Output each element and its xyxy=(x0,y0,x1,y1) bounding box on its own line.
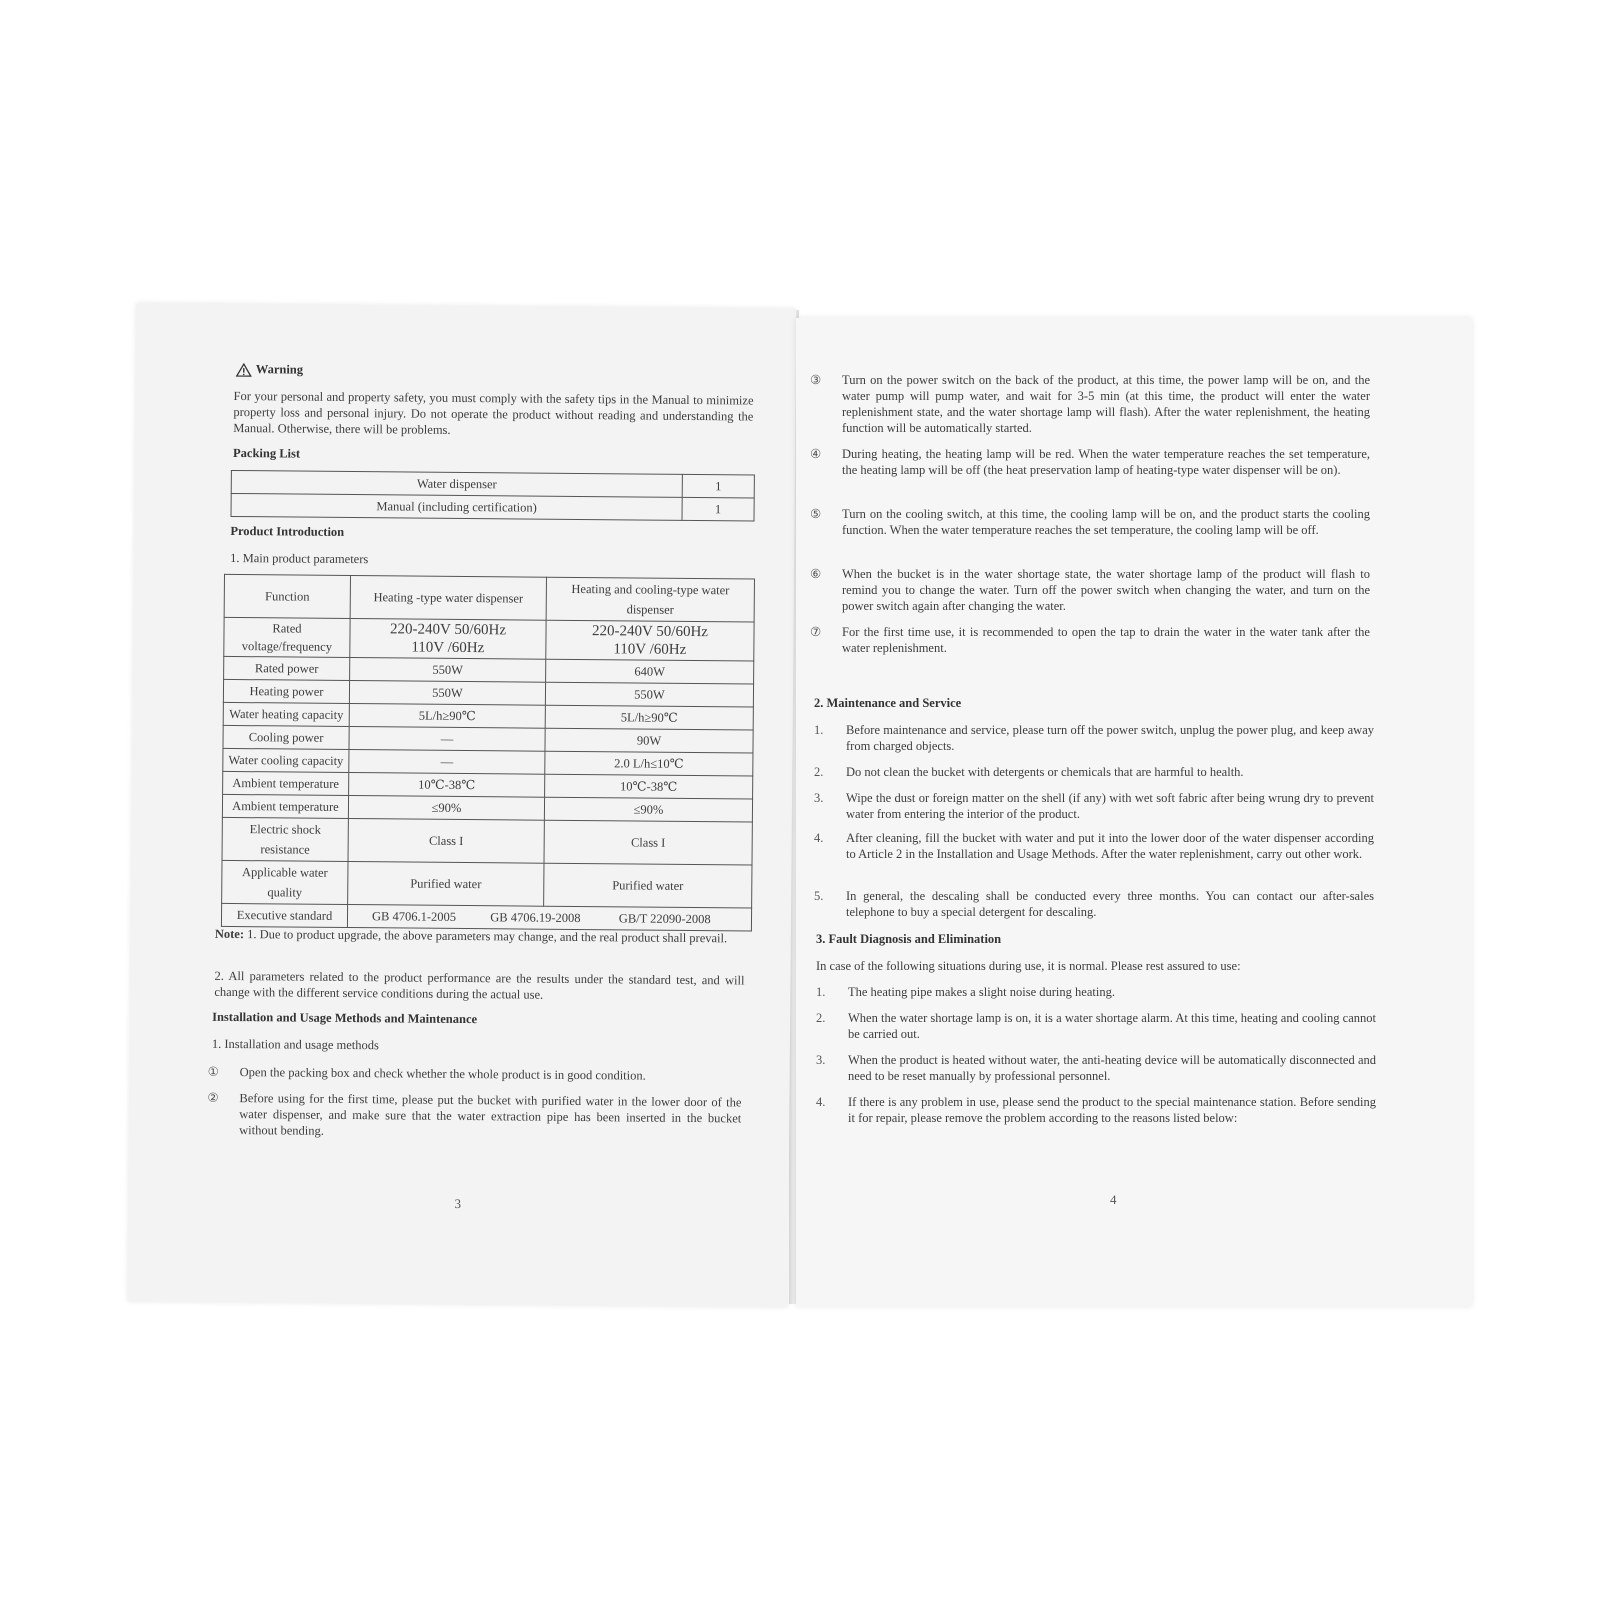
main-params-title: 1. Main product parameters xyxy=(230,550,369,567)
usage-step xyxy=(810,566,1370,614)
packing-item: Water dispenser xyxy=(231,470,682,497)
exec-standard-2: GB 4706.19-2008 xyxy=(490,910,581,926)
params-function: Water cooling capacity xyxy=(223,748,349,772)
item-text: Wipe the dust or foreign matter on the shell (if any) with wet soft fabric after being wrung dry to prevent water from entering the interior of the product. xyxy=(846,791,1374,821)
step-number: ① xyxy=(207,1064,219,1079)
params-header-row xyxy=(224,574,754,622)
params-cooling-value: 640W xyxy=(546,659,754,684)
params-heating-value: 10℃-38℃ xyxy=(349,773,545,798)
item-number: 1. xyxy=(814,723,824,737)
note-2: 2. All parameters related to the product performance are the results under the standard test, and will change with the different service conditions during the actual use. xyxy=(214,968,745,1002)
install-title: Installation and Usage Methods and Maintenance xyxy=(212,1009,478,1027)
warning-title: Warning xyxy=(255,362,304,377)
fault-item xyxy=(816,1052,1376,1084)
maintenance-item xyxy=(814,790,1374,822)
item-number: 2. xyxy=(816,1011,826,1025)
step-number: ⑦ xyxy=(810,625,822,639)
parameters-table xyxy=(221,574,755,932)
params-cooling-value: 2.0 L/h≤10℃ xyxy=(545,751,753,776)
item-number: 4. xyxy=(814,831,824,845)
fault-intro: In case of the following situations during use, it is normal. Please rest assured to use: xyxy=(816,959,1241,973)
step-number: ⑤ xyxy=(810,507,822,521)
item-number: 4. xyxy=(816,1095,826,1109)
item-number: 2. xyxy=(814,765,824,779)
note-1-text: 1. Due to product upgrade, the above parameters may change, and the real product shall prevail. xyxy=(247,927,728,946)
step-text: During heating, the heating lamp will be red. When the water temperature reaches the set temperature, the heating lamp will be off (the heat preservation lamp of heating-type water dispenser will be on). xyxy=(842,447,1370,477)
packing-list-title: Packing List xyxy=(233,445,301,461)
install-subtitle: 1. Installation and usage methods xyxy=(211,1036,379,1053)
install-step xyxy=(208,1064,742,1085)
item-text: Before maintenance and service, please turn off the power switch, unplug the power plug, and keep away from charged objects. xyxy=(846,723,1374,753)
item-text: In general, the descaling shall be conducted every three months. You can contact our after-sales telephone to buy a special detergent for descaling. xyxy=(846,889,1374,919)
usage-step xyxy=(810,372,1370,436)
note-1 xyxy=(215,926,745,947)
exec-standard-3: GB/T 22090-2008 xyxy=(618,911,711,927)
product-intro-title: Product Introduction xyxy=(230,523,345,539)
params-header-function: Function xyxy=(224,574,350,618)
exec-standard-1: GB 4706.1-2005 xyxy=(371,909,457,924)
usage-step xyxy=(810,446,1370,478)
params-cooling-value: Class I xyxy=(544,820,752,865)
step-text: Before using for the first time, please put the bucket with purified water in the lower door of the water dispenser, and make sure that the water extraction pipe has been inserted in the bucket without bending. xyxy=(239,1091,742,1138)
step-text: Open the packing box and check whether the whole product is in good condition. xyxy=(239,1065,646,1083)
page-number: 3 xyxy=(454,1195,462,1212)
params-header-heating-cooling: Heating and cooling-type water dispenser xyxy=(546,577,754,622)
step-number: ② xyxy=(207,1090,219,1105)
params-cooling-value: 550W xyxy=(545,682,753,707)
params-heating-value: Purified water xyxy=(348,862,544,907)
page-number: 4 xyxy=(1110,1192,1117,1207)
item-text: After cleaning, fill the bucket with water and put it into the lower door of the water dispenser according to Article 2 in the Installation and Usage Methods. After the water replenishment, carry out other work. xyxy=(846,831,1374,861)
params-heating-value: 550W xyxy=(350,658,546,683)
params-heating-value: ≤90% xyxy=(348,796,544,821)
fault-item xyxy=(816,984,1376,1000)
params-row xyxy=(222,817,752,865)
maintenance-item xyxy=(814,764,1374,780)
step-number: ④ xyxy=(810,447,822,461)
item-number: 1. xyxy=(816,985,826,999)
fault-title: 3. Fault Diagnosis and Elimination xyxy=(816,932,1002,946)
step-number: ③ xyxy=(810,373,822,387)
packing-list-table xyxy=(231,470,755,522)
params-heating-value: — xyxy=(349,750,545,775)
fault-item xyxy=(816,1010,1376,1042)
maintenance-item xyxy=(814,830,1374,862)
item-number: 3. xyxy=(816,1053,826,1067)
params-function: Cooling power xyxy=(223,725,349,749)
exec-standard-label: Executive standard xyxy=(221,903,347,927)
params-heating-value: 220-240V 50/60Hz 110V /60Hz xyxy=(350,619,546,660)
params-heating-value: Class I xyxy=(348,819,544,864)
params-cooling-value: Purified water xyxy=(544,863,752,908)
item-text: When the product is heated without water, the anti-heating device will be automatically disconnected and need to be reset manually by professional personnel. xyxy=(848,1053,1376,1083)
install-step xyxy=(207,1090,741,1143)
params-row xyxy=(224,617,754,661)
usage-step xyxy=(810,506,1370,538)
params-header-heating: Heating -type water dispenser xyxy=(350,576,546,621)
params-function: Rated power xyxy=(224,656,350,680)
params-cooling-value: 220-240V 50/60Hz 110V /60Hz xyxy=(546,620,754,661)
params-function: Water heating capacity xyxy=(223,702,349,726)
step-text: Turn on the cooling switch, at this time, the cooling lamp will be on, and the product starts the cooling function. When the water temperature reaches the set temperature, the cooling lamp will be off. xyxy=(842,507,1370,537)
warning-triangle-icon xyxy=(236,363,252,377)
params-row xyxy=(222,860,752,908)
packing-item: Manual (including certification) xyxy=(231,493,682,520)
maintenance-item xyxy=(814,722,1374,754)
params-function: Applicable water quality xyxy=(222,860,348,904)
item-number: 3. xyxy=(814,791,824,805)
warning-text: For your personal and property safety, you must comply with the safety tips in the Manual to minimize property loss and personal injury. Do not operate the product without reading and understanding the Manual. Otherwise, there will be problems. xyxy=(233,388,754,437)
step-text: When the bucket is in the water shortage state, the water shortage lamp of the product will flash to remind you to change the water. Turn off the power switch when changing the water, and turn on the power switch again after changing the water. xyxy=(842,567,1370,613)
item-text: Do not clean the bucket with detergents or chemicals that are harmful to health. xyxy=(846,765,1244,779)
item-number: 5. xyxy=(814,889,824,903)
params-heating-value: 550W xyxy=(349,681,545,706)
fault-item xyxy=(816,1094,1376,1126)
item-text: The heating pipe makes a slight noise during heating. xyxy=(848,985,1115,999)
params-function: Ambient temperature xyxy=(222,794,348,818)
step-text: Turn on the power switch on the back of the product, at this time, the power lamp will be on, and the water pump will pump water, and wait for 3-5 min (at this time, the product will enter the water replenishment state, and the water shortage lamp will flash). After the water replenishment, the heating function will be automatically started. xyxy=(842,373,1370,435)
params-function: Electric shock resistance xyxy=(222,817,348,861)
item-text: If there is any problem in use, please send the product to the special maintenance station. Before sending it for repair, please remove the problem according to the reasons listed below: xyxy=(848,1095,1376,1125)
maintenance-item xyxy=(814,888,1374,920)
params-heating-value: 5L/h≥90℃ xyxy=(349,704,545,729)
packing-row xyxy=(231,493,754,521)
manual-page-4 xyxy=(796,318,1472,1306)
params-function: Ambient temperature xyxy=(223,771,349,795)
params-cooling-value: 10℃-38℃ xyxy=(545,774,753,799)
params-function: Heating power xyxy=(223,679,349,703)
params-cooling-value: 90W xyxy=(545,728,753,753)
step-number: ⑥ xyxy=(810,567,822,581)
maintenance-title: 2. Maintenance and Service xyxy=(814,696,962,710)
params-cooling-value: ≤90% xyxy=(544,797,752,822)
params-function: Rated voltage/frequency xyxy=(224,617,350,657)
item-text: When the water shortage lamp is on, it is a water shortage alarm. At this time, heating and cooling cannot be carried out. xyxy=(848,1011,1376,1041)
params-heating-value: — xyxy=(349,727,545,752)
warning-heading xyxy=(236,362,303,378)
params-cooling-value: 5L/h≥90℃ xyxy=(545,705,753,730)
packing-qty: 1 xyxy=(682,474,754,498)
manual-page-3 xyxy=(128,303,797,1307)
note-label: Note: xyxy=(214,926,245,942)
usage-step xyxy=(810,624,1370,656)
packing-qty: 1 xyxy=(682,497,754,521)
step-text: For the first time use, it is recommended to open the tap to drain the water in the water tank after the water replenishment. xyxy=(842,625,1370,655)
